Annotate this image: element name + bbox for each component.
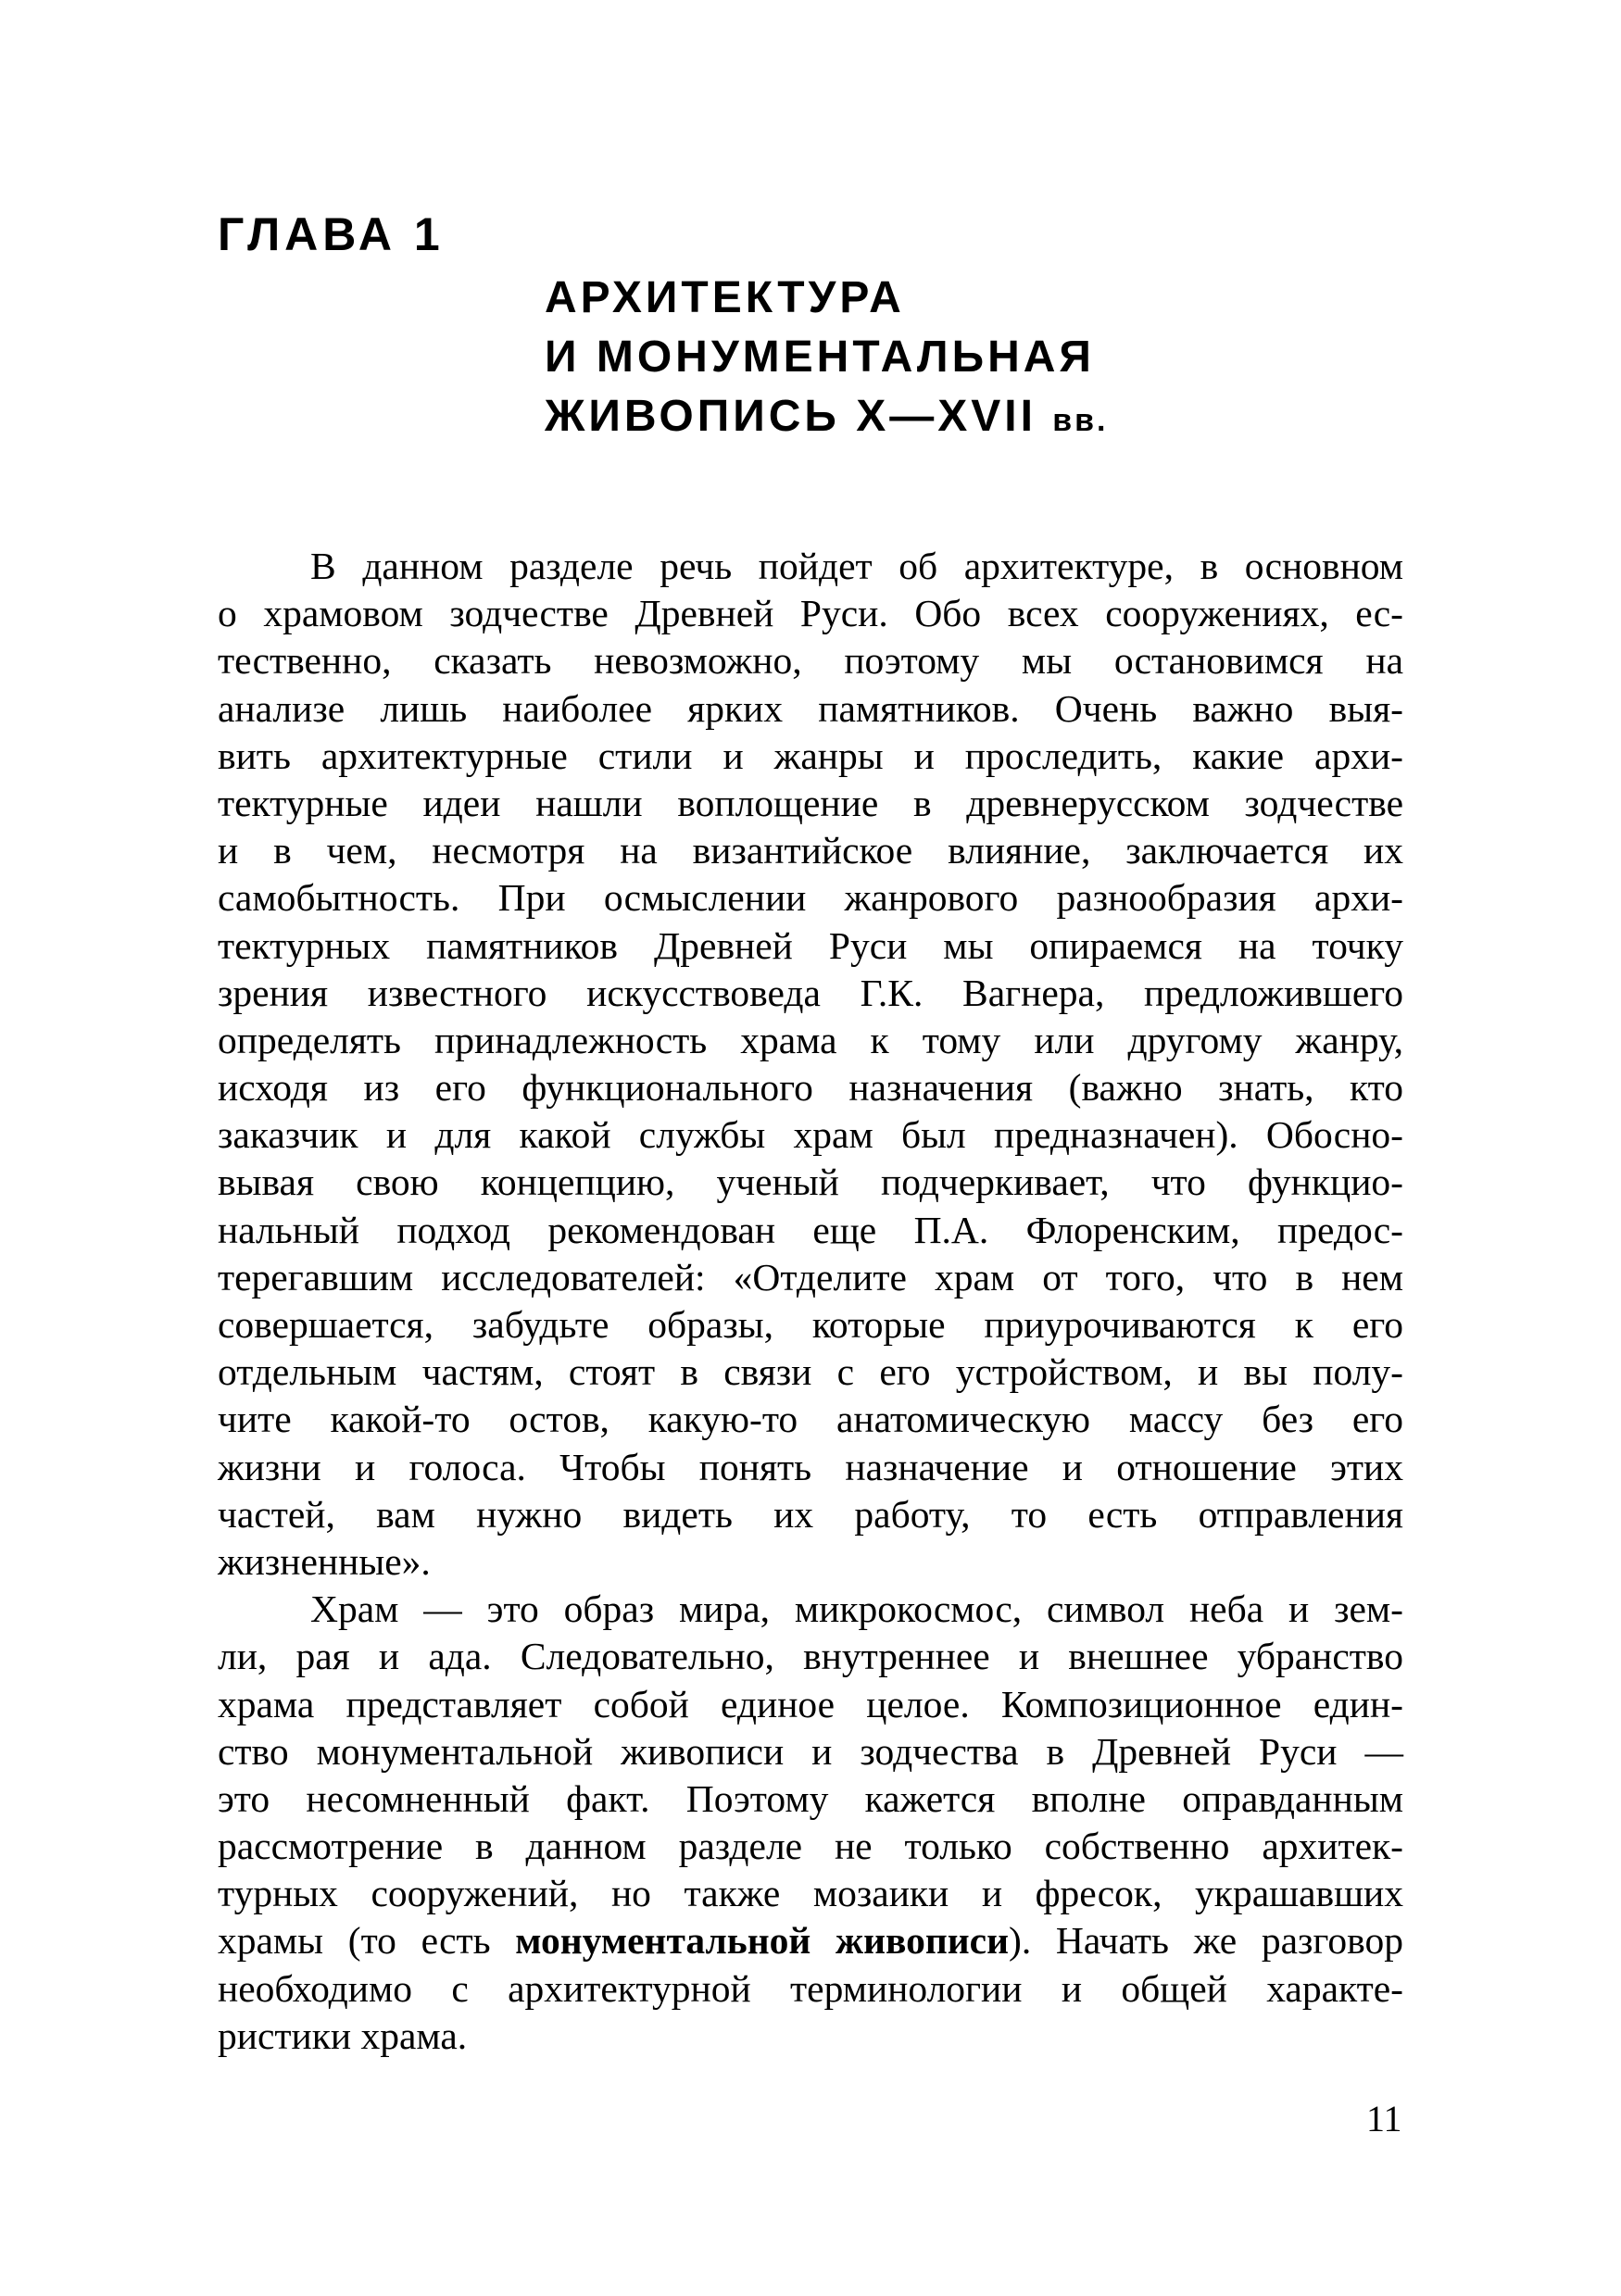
text-line: жизненные». [218, 1539, 431, 1583]
text-line: В данном разделе речь пойдет об архитектуре, в основном [310, 545, 1403, 587]
chapter-title-line-3-suffix: вв. [1052, 403, 1109, 438]
text-line: вывая свою концепцию, ученый подчеркивает, что функцио- [218, 1161, 1403, 1204]
text-line [218, 1917, 1403, 1964]
text-line: о храмовом зодчестве Древней Руси. Обо всех сооружениях, ес- [218, 592, 1403, 635]
chapter-title-line-3-main: ЖИВОПИСЬ X—XVII [545, 392, 1053, 441]
text-line: тектурных памятников Древней Руси мы опираемся на точку [218, 923, 1403, 967]
text-line: исходя из его функционального назначения (важно знать, кто [218, 1066, 1403, 1110]
text-line: это несомненный факт. Поэтому кажется вполне оправданным [218, 1776, 1403, 1820]
text-line: тектурные идеи нашли воплощение в древнерусском зодчестве [218, 781, 1403, 824]
text-line: отдельным частям, стоят в связи с его устройством, и вы полу- [218, 1350, 1403, 1394]
text-line: вить архитектурные стили и жанры и проследить, какие архи- [218, 734, 1403, 777]
text-line: нальный подход рекомендован еще П.А. Флоренским, предос- [218, 1208, 1403, 1251]
text-line: определять принадлежность храма к тому или другому жанру, [218, 1018, 1403, 1061]
text-line: жизни и голоса. Чтобы понять назначение и отношение этих [218, 1445, 1403, 1488]
text-line: чите какой-то остов, какую-то анатомическую массу без его [218, 1398, 1403, 1441]
text-line: необходимо с архитектурной терминологии и общей характе- [218, 1966, 1403, 2010]
text-line: и в чем, несмотря на византийское влияние, заключается их [218, 829, 1403, 872]
text-line: тественно, сказать невозможно, поэтому мы остановимся на [218, 639, 1403, 683]
body-text [218, 543, 1403, 2060]
text-fragment: храмы (то есть [218, 1919, 516, 1963]
text-line: самобытность. При осмыслении жанрового разнообразия архи- [218, 876, 1403, 920]
bold-term: монументальной живописи [515, 1919, 1010, 1963]
text-line: Храм — это образ мира, микрокосмос, символ неба и зем- [310, 1587, 1403, 1631]
text-line: ство монументальной живописи и зодчества в Древней Руси — [218, 1729, 1403, 1773]
text-line: совершается, забудьте образы, которые приурочиваются к его [218, 1303, 1403, 1346]
text-fragment: ). Начать же разговор [1009, 1919, 1403, 1963]
text-line: терегавшим исследователей: «Отделите храм от того, что в нем [218, 1255, 1403, 1299]
text-line: заказчик и для какой службы храм был предназначен). Обосно- [218, 1113, 1403, 1157]
text-line: рассмотрение в данном разделе не только собственно архитек- [218, 1825, 1403, 1868]
chapter-label: ГЛАВА 1 [218, 208, 445, 260]
page-number: 11 [1366, 2098, 1402, 2139]
text-line: анализе лишь наиболее ярких памятников. Очень важно выя- [218, 686, 1403, 730]
chapter-title [545, 269, 1109, 450]
text-line: храма представляет собой единое целое. Композиционное един- [218, 1682, 1403, 1725]
text-line: ристики храма. [218, 2014, 468, 2057]
text-line: турных сооружений, но также мозаики и фресок, украшавших [218, 1872, 1403, 1915]
chapter-title-line-2: И МОНУМЕНТАЛЬНАЯ [545, 332, 1095, 382]
text-line: ли, рая и ада. Следовательно, внутреннее и внешнее убранство [218, 1635, 1403, 1678]
text-line: зрения известного искусствоведа Г.К. Вагнера, предложившего [218, 971, 1403, 1014]
chapter-title-line-3 [545, 387, 1109, 450]
text-line: частей, вам нужно видеть их работу, то есть отправления [218, 1492, 1403, 1536]
chapter-title-line-1: АРХИТЕКТУРА [545, 273, 905, 322]
